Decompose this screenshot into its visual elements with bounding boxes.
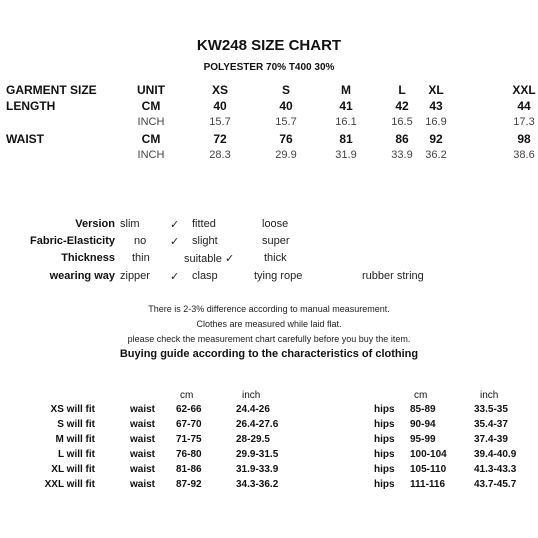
size-value: 41 xyxy=(339,99,353,113)
attribute-option: rubber string xyxy=(362,270,424,282)
size-value: 17.3 xyxy=(513,116,535,128)
fit-header-cm: cm xyxy=(180,390,194,401)
fit-size: XXL will fit xyxy=(44,479,95,490)
size-value: 16.1 xyxy=(335,116,357,128)
fit-inch: 43.7-45.7 xyxy=(474,479,517,490)
fit-inch: 34.3-36.2 xyxy=(236,479,279,490)
size-value: 81 xyxy=(339,132,353,146)
size-value: 40 xyxy=(279,99,293,113)
attribute-option: clasp xyxy=(192,270,218,282)
header-size-s: S xyxy=(281,83,290,97)
fit-cm: 111-116 xyxy=(410,479,446,490)
fit-inch: 28-29.5 xyxy=(236,434,270,445)
check-icon: ✓ xyxy=(170,219,180,231)
size-table-row xyxy=(0,99,538,115)
size-value: 92 xyxy=(429,132,443,146)
size-value: 86 xyxy=(395,132,409,146)
attribute-option: slight xyxy=(192,235,218,247)
material-subtitle: POLYESTER 70% T400 30% xyxy=(203,62,335,73)
size-value: 72 xyxy=(213,132,227,146)
page-title: KW248 SIZE CHART xyxy=(196,37,342,54)
attribute-option: thin xyxy=(132,252,150,264)
row-unit: INCH xyxy=(137,149,165,161)
fit-part: waist xyxy=(130,419,156,430)
size-value: 36.2 xyxy=(425,149,447,161)
size-value: 28.3 xyxy=(209,149,231,161)
buying-guide-title: Buying guide according to the characteristics of clothing xyxy=(119,348,419,360)
fit-part: waist xyxy=(130,434,156,445)
attribute-row-wearing-way xyxy=(0,270,538,286)
attribute-option: super xyxy=(262,235,290,247)
size-value: 33.9 xyxy=(391,149,413,161)
fit-size: XS will fit xyxy=(50,404,95,415)
check-icon: ✓ xyxy=(170,236,180,248)
fit-part: waist xyxy=(130,404,156,415)
fit-part: waist xyxy=(130,479,156,490)
attribute-option: tying rope xyxy=(254,270,303,282)
attribute-label: wearing way xyxy=(49,270,115,282)
size-value: 42 xyxy=(395,99,409,113)
row-unit: INCH xyxy=(137,116,165,128)
attribute-row-elasticity xyxy=(0,235,538,251)
row-label: WAIST xyxy=(6,132,44,146)
fit-cm: 90-94 xyxy=(410,419,436,430)
fit-cm: 76-80 xyxy=(176,449,202,460)
fit-header-inch: inch xyxy=(242,390,261,401)
note-line: There is 2-3% difference according to manual measurement. xyxy=(148,304,390,314)
row-label: LENGTH xyxy=(6,99,56,113)
fit-part: hips xyxy=(374,419,395,430)
fit-cm: 95-99 xyxy=(410,434,436,445)
size-value: 15.7 xyxy=(275,116,297,128)
check-icon: ✓ xyxy=(170,271,180,283)
fit-inch: 41.3-43.3 xyxy=(474,464,517,475)
header-size-m: M xyxy=(341,83,351,97)
size-value: 44 xyxy=(517,99,531,113)
fit-part: hips xyxy=(374,434,395,445)
fit-cm: 71-75 xyxy=(176,434,202,445)
fit-part: hips xyxy=(374,464,395,475)
attribute-option: fitted xyxy=(192,218,216,230)
note-line: Clothes are measured while laid flat. xyxy=(196,319,342,329)
row-unit: CM xyxy=(141,132,161,146)
fit-part: waist xyxy=(130,464,156,475)
attribute-label: Fabric-Elasticity xyxy=(30,235,115,247)
header-size-xxl: XXL xyxy=(512,83,536,97)
fit-inch: 35.4-37 xyxy=(474,419,508,430)
attribute-option: no xyxy=(134,235,147,247)
header-unit: UNIT xyxy=(137,83,165,97)
size-table-row xyxy=(0,149,538,165)
fit-size: S will fit xyxy=(57,419,95,430)
header-size-xs: XS xyxy=(211,83,228,97)
header-size-xl: XL xyxy=(428,83,444,97)
fit-inch: 37.4-39 xyxy=(474,434,508,445)
fit-part: hips xyxy=(374,404,395,415)
note-line: please check the measurement chart carefully before you buy the item. xyxy=(127,334,411,344)
fit-inch: 39.4-40.9 xyxy=(474,449,517,460)
fit-inch: 29.9-31.5 xyxy=(236,449,279,460)
size-table-row xyxy=(0,116,538,132)
fit-size: L will fit xyxy=(57,449,95,460)
size-value: 29.9 xyxy=(275,149,297,161)
attribute-row-version xyxy=(0,218,538,234)
fit-inch: 24.4-26 xyxy=(236,404,270,415)
header-garment-size: GARMENT SIZE xyxy=(6,83,97,97)
attribute-option: thick xyxy=(264,252,287,264)
attribute-option: slim xyxy=(120,218,140,230)
size-value: 98 xyxy=(517,132,531,146)
fit-cm: 87-92 xyxy=(176,479,202,490)
fit-header-inch: inch xyxy=(480,390,499,401)
size-value: 38.6 xyxy=(513,149,535,161)
fit-cm: 100-104 xyxy=(410,449,447,460)
size-value: 43 xyxy=(429,99,443,113)
fit-cm: 67-70 xyxy=(176,419,202,430)
size-value: 16.5 xyxy=(391,116,413,128)
fit-part: hips xyxy=(374,479,395,490)
row-unit: CM xyxy=(141,99,161,113)
fit-inch: 26.4-27.6 xyxy=(236,419,279,430)
fit-part: waist xyxy=(130,449,156,460)
header-size-l: L xyxy=(398,83,406,97)
fit-header-cm: cm xyxy=(414,390,428,401)
attribute-label: Version xyxy=(75,218,115,230)
size-value: 31.9 xyxy=(335,149,357,161)
size-value: 40 xyxy=(213,99,227,113)
fit-inch: 31.9-33.9 xyxy=(236,464,279,475)
fit-size: M will fit xyxy=(55,434,95,445)
fit-cm: 105-110 xyxy=(410,464,447,475)
attribute-label: Thickness xyxy=(61,252,115,264)
attribute-option: suitable ✓ xyxy=(184,253,235,265)
size-value: 16.9 xyxy=(425,116,447,128)
size-value: 15.7 xyxy=(209,116,231,128)
fit-cm: 81-86 xyxy=(176,464,202,475)
size-value: 76 xyxy=(279,132,293,146)
fit-cm: 85-89 xyxy=(410,404,436,415)
fit-cm: 62-66 xyxy=(176,404,202,415)
attribute-option: loose xyxy=(262,218,289,230)
fit-size: XL will fit xyxy=(51,464,95,475)
attribute-option: zipper xyxy=(120,270,150,282)
fit-part: hips xyxy=(374,449,395,460)
attribute-row-thickness xyxy=(0,252,538,268)
size-table-row xyxy=(0,132,538,148)
size-table-header xyxy=(0,83,538,99)
fit-inch: 33.5-35 xyxy=(474,404,508,415)
